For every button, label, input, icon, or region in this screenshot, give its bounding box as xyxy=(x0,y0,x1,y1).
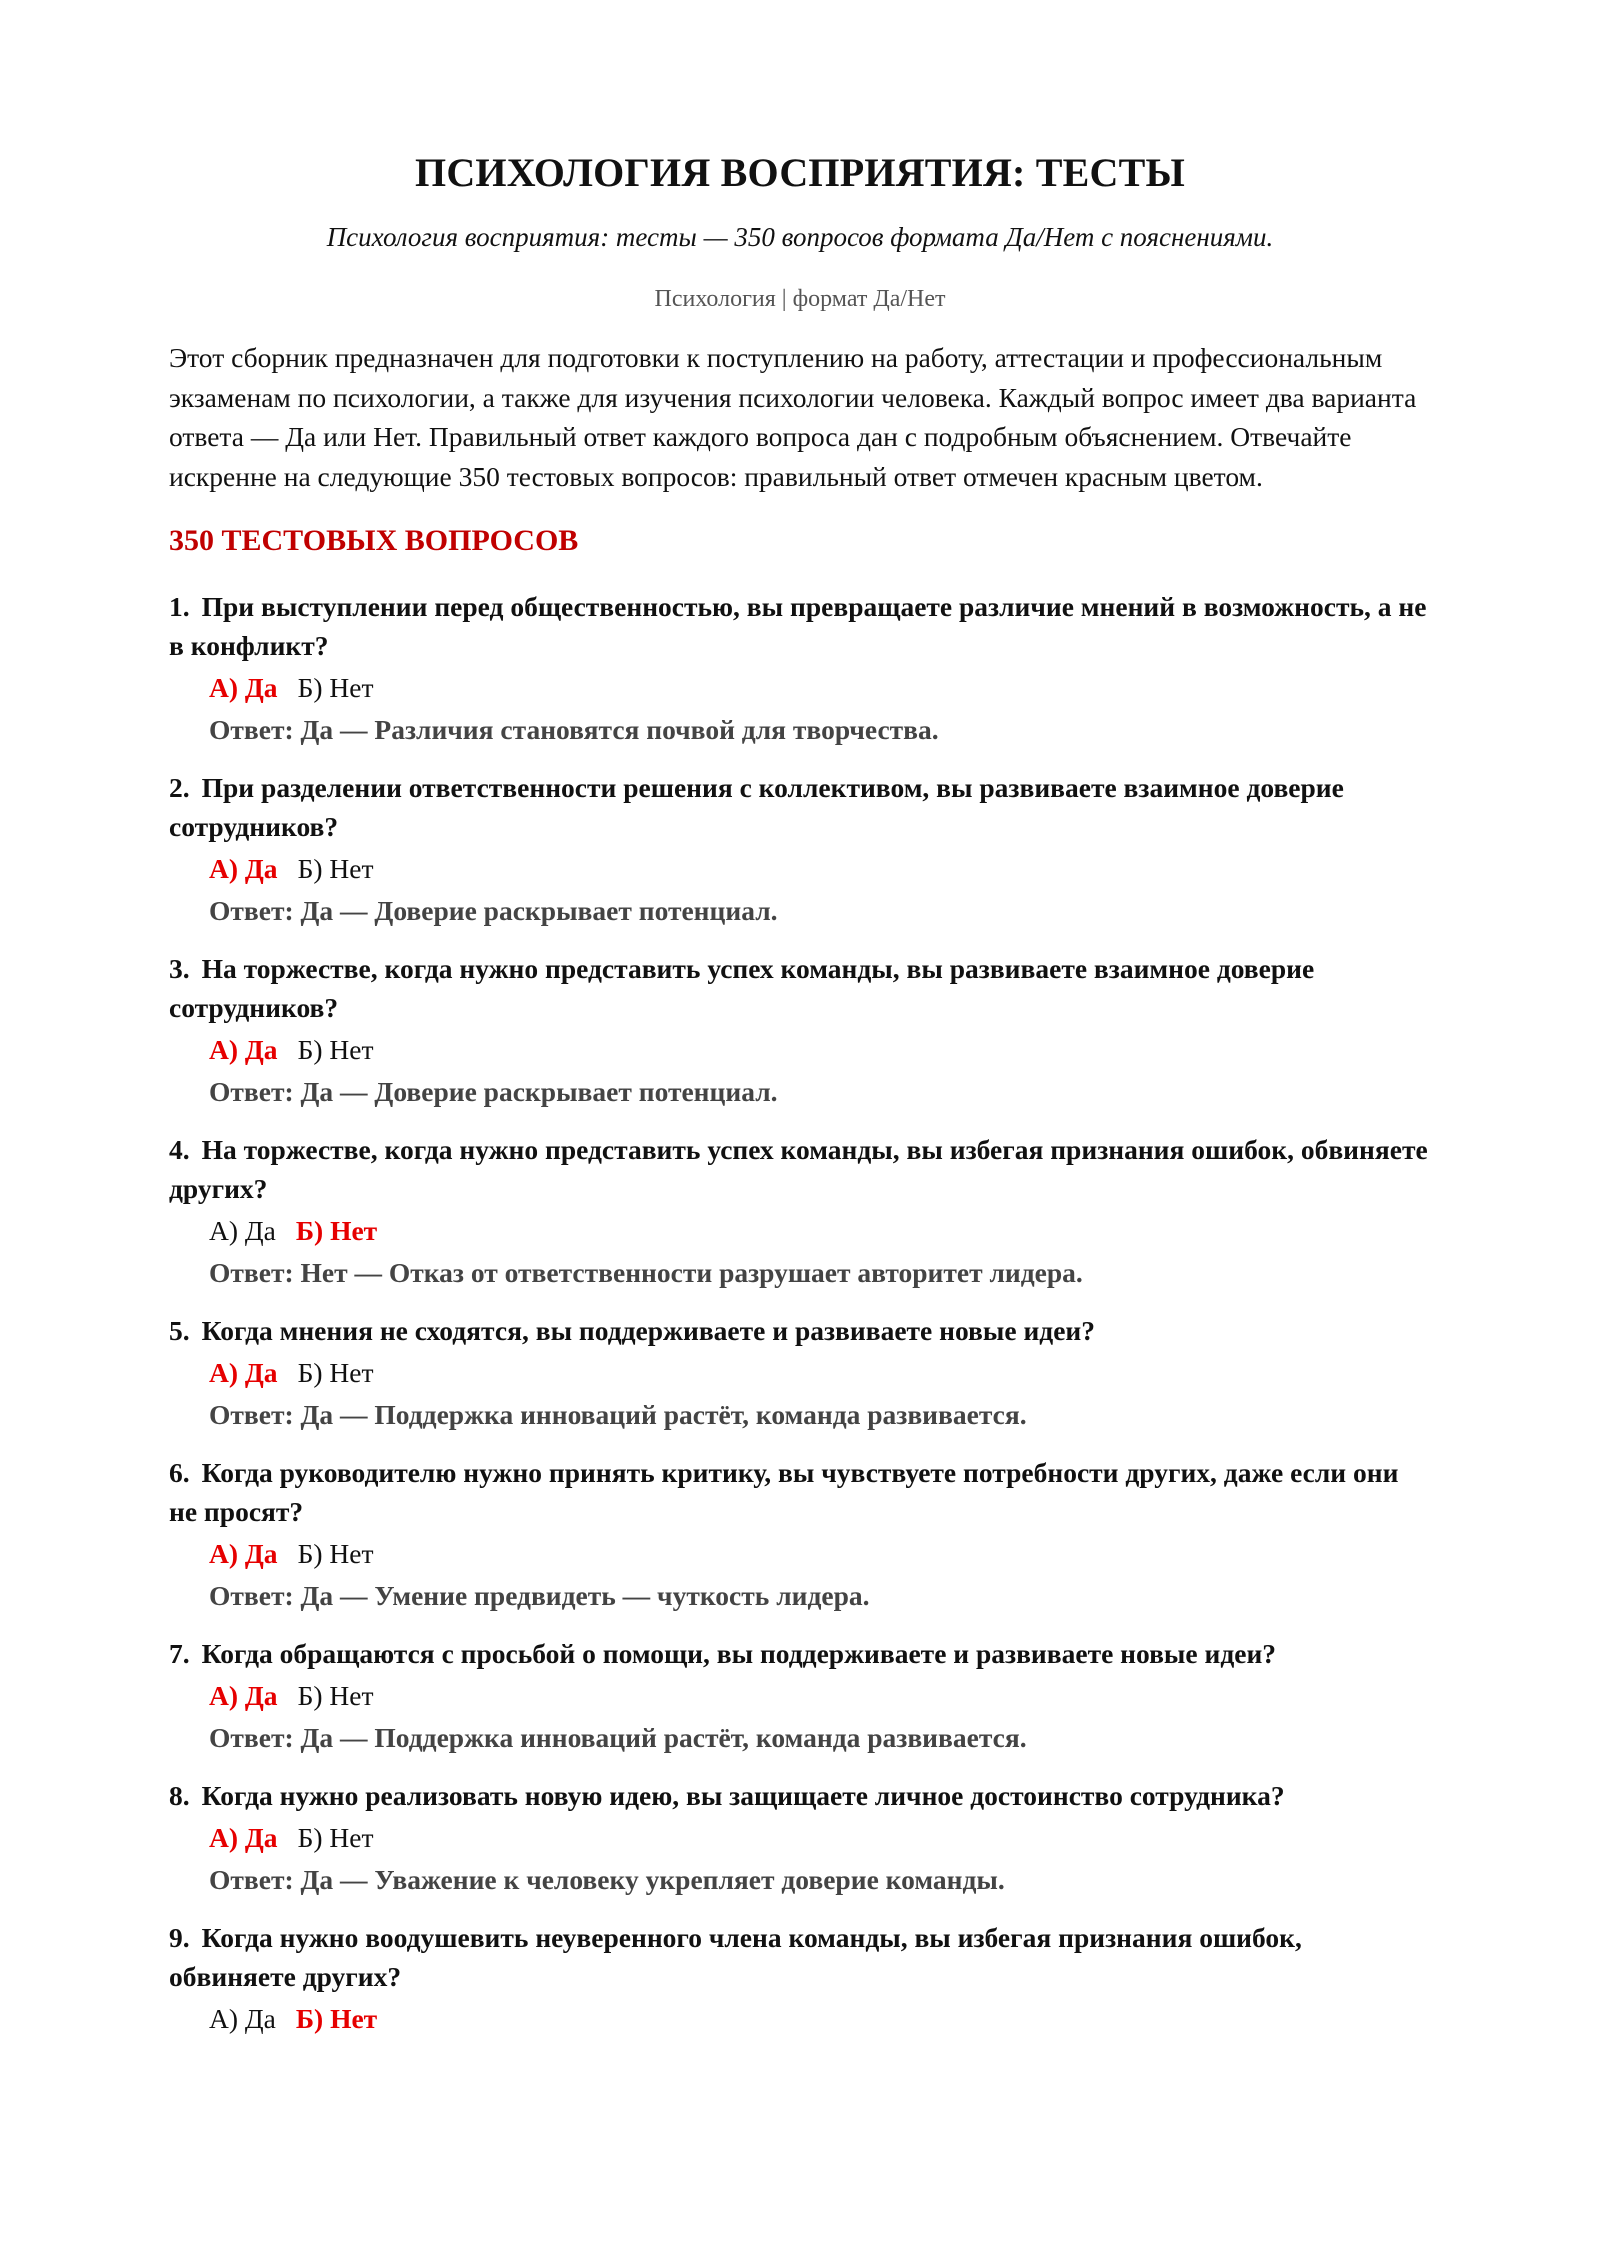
question-item xyxy=(169,587,1431,749)
question-item xyxy=(169,1130,1431,1292)
intro-paragraph: Этот сборник предназначен для подготовки к поступлению на работу, аттестации и профессиональным экзаменам по психологии, а также для изучения психологии человека. Каждый вопрос имеет два варианта ответа — Да или Нет. Правильный ответ каждого вопроса дан с подробным объяснением. Отвечайте искренне на следующие 350 тестовых вопросов: правильный ответ отмечен красным цветом. xyxy=(169,342,1417,492)
answer-options xyxy=(209,1211,1431,1250)
option-a[interactable]: А) Да xyxy=(209,1034,278,1065)
question-text xyxy=(169,949,1431,1027)
option-a[interactable]: А) Да xyxy=(209,2003,276,2034)
question-item xyxy=(169,1918,1431,2038)
option-b[interactable]: Б) Нет xyxy=(297,1822,374,1853)
question-body: Когда обращаются с просьбой о помощи, вы поддерживаете и развиваете новые идеи? xyxy=(201,1638,1277,1669)
question-body: Когда руководителю нужно принять критику, вы чувствуете потребности других, даже если они не просят? xyxy=(169,1457,1399,1527)
answer-options xyxy=(209,1676,1431,1715)
option-a[interactable]: А) Да xyxy=(209,1215,276,1246)
answer-explanation: Ответ: Да — Доверие раскрывает потенциал. xyxy=(209,1076,778,1107)
question-item xyxy=(169,949,1431,1111)
question-number: 7. xyxy=(169,1638,190,1669)
page-subtitle: Психология восприятия: тесты — 350 вопросов формата Да/Нет с пояснениями. xyxy=(326,222,1274,252)
question-body: На торжестве, когда нужно представить успех команды, вы развиваете взаимное доверие сотрудников? xyxy=(169,953,1315,1023)
answer-options xyxy=(209,1353,1431,1392)
option-b[interactable]: Б) Нет xyxy=(297,672,374,703)
question-number: 8. xyxy=(169,1780,190,1811)
answer-explanation: Ответ: Да — Поддержка инноваций растёт, команда развивается. xyxy=(209,1399,1027,1430)
question-item xyxy=(169,1311,1431,1434)
question-text xyxy=(169,768,1431,846)
question-list xyxy=(169,587,1431,2038)
option-a[interactable]: А) Да xyxy=(209,853,278,884)
question-number: 6. xyxy=(169,1457,190,1488)
answer-explanation: Ответ: Да — Поддержка инноваций растёт, команда развивается. xyxy=(209,1722,1027,1753)
question-item xyxy=(169,1453,1431,1615)
question-number: 4. xyxy=(169,1134,190,1165)
option-b[interactable]: Б) Нет xyxy=(297,853,374,884)
question-text xyxy=(169,1634,1431,1673)
option-a[interactable]: А) Да xyxy=(209,1822,278,1853)
question-text xyxy=(169,1130,1431,1208)
question-text xyxy=(169,587,1431,665)
question-body: Когда мнения не сходятся, вы поддерживаете и развиваете новые идеи? xyxy=(201,1315,1095,1346)
option-a[interactable]: А) Да xyxy=(209,672,278,703)
question-text xyxy=(169,1453,1431,1531)
option-a[interactable]: А) Да xyxy=(209,1538,278,1569)
answer-options xyxy=(209,668,1431,707)
question-body: Когда нужно реализовать новую идею, вы защищаете личное достоинство сотрудника? xyxy=(201,1780,1285,1811)
answer-options xyxy=(209,849,1431,888)
section-heading: 350 ТЕСТОВЫХ ВОПРОСОВ xyxy=(169,524,579,557)
answer-explanation: Ответ: Да — Уважение к человеку укрепляет доверие команды. xyxy=(209,1864,1005,1895)
answer-explanation: Ответ: Нет — Отказ от ответственности разрушает авторитет лидера. xyxy=(209,1257,1083,1288)
answer-explanation: Ответ: Да — Умение предвидеть — чуткость лидера. xyxy=(209,1580,870,1611)
question-body: На торжестве, когда нужно представить успех команды, вы избегая признания ошибок, обвиняете других? xyxy=(169,1134,1428,1204)
document-page xyxy=(169,148,1431,2057)
question-number: 5. xyxy=(169,1315,190,1346)
question-number: 2. xyxy=(169,772,190,803)
answer-options xyxy=(209,1999,1431,2038)
question-text xyxy=(169,1311,1431,1350)
answer-explanation: Ответ: Да — Различия становятся почвой для творчества. xyxy=(209,714,939,745)
page-title: ПСИХОЛОГИЯ ВОСПРИЯТИЯ: ТЕСТЫ xyxy=(415,150,1185,195)
option-b[interactable]: Б) Нет xyxy=(295,2003,378,2034)
answer-options xyxy=(209,1534,1431,1573)
question-number: 3. xyxy=(169,953,190,984)
option-b[interactable]: Б) Нет xyxy=(297,1538,374,1569)
option-a[interactable]: А) Да xyxy=(209,1357,278,1388)
question-item xyxy=(169,1634,1431,1757)
answer-explanation: Ответ: Да — Доверие раскрывает потенциал. xyxy=(209,895,778,926)
question-number: 1. xyxy=(169,591,190,622)
option-b[interactable]: Б) Нет xyxy=(297,1034,374,1065)
question-body: При выступлении перед общественностью, вы превращаете различие мнений в возможность, а не в конфликт? xyxy=(169,591,1427,661)
question-text xyxy=(169,1918,1431,1996)
question-body: При разделении ответственности решения с коллективом, вы развиваете взаимное доверие сотрудников? xyxy=(169,772,1344,842)
question-item xyxy=(169,768,1431,930)
option-b[interactable]: Б) Нет xyxy=(295,1215,378,1246)
category-line: Психология | формат Да/Нет xyxy=(654,286,946,312)
question-body: Когда нужно воодушевить неуверенного члена команды, вы избегая признания ошибок, обвиняете других? xyxy=(169,1922,1302,1992)
option-b[interactable]: Б) Нет xyxy=(297,1680,374,1711)
answer-options xyxy=(209,1030,1431,1069)
question-item xyxy=(169,1776,1431,1899)
question-text xyxy=(169,1776,1431,1815)
question-number: 9. xyxy=(169,1922,190,1953)
option-a[interactable]: А) Да xyxy=(209,1680,278,1711)
answer-options xyxy=(209,1818,1431,1857)
option-b[interactable]: Б) Нет xyxy=(297,1357,374,1388)
